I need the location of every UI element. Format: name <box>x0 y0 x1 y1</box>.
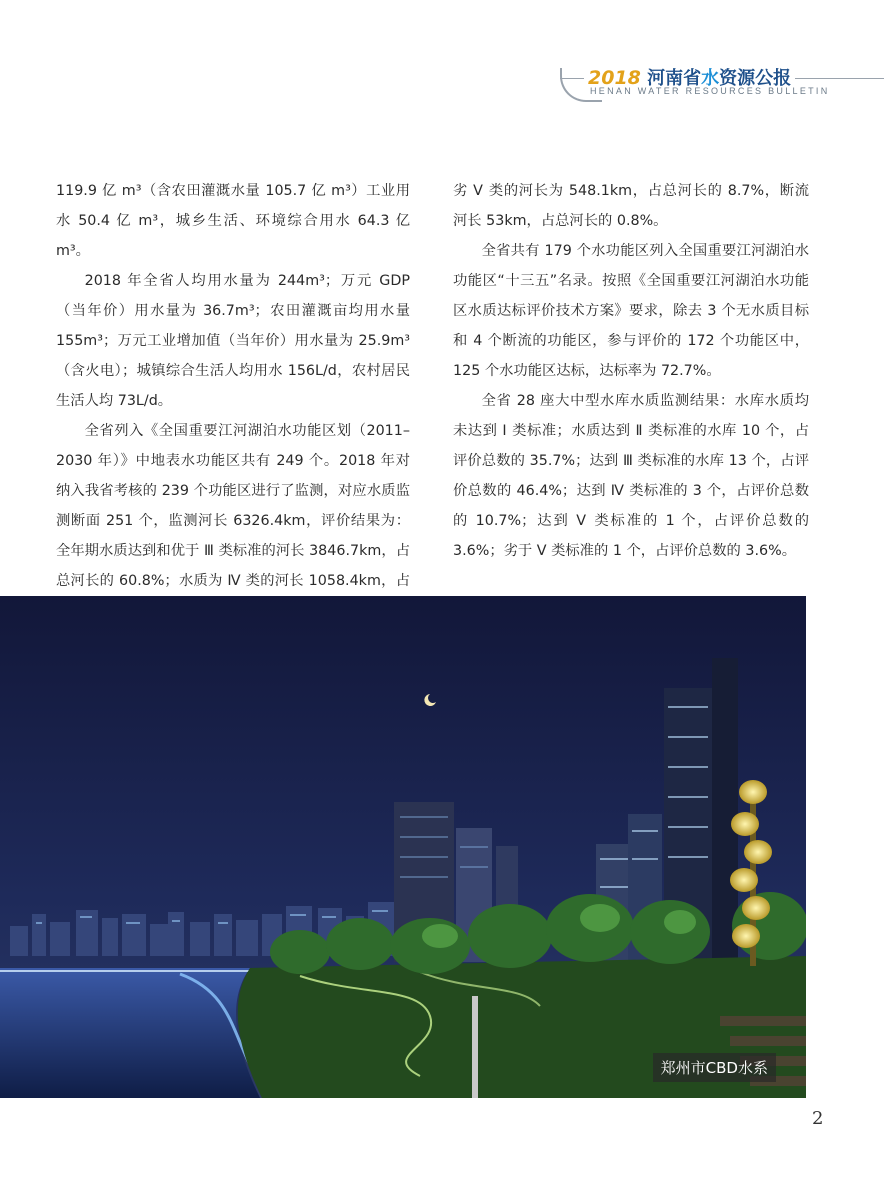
paragraph: 119.9 亿 m³（含农田灌溉水量 105.7 亿 m³）工业用水 50.4 亿 m³，城乡生活、环境综合用水 64.3 亿 m³。 <box>56 183 410 259</box>
text-column-left <box>56 176 410 656</box>
paragraph: 全省列入《全国重要江河湖泊水功能区划（2011–2030 年）》中地表水功能区共有 249 个。2018 年对纳入我省考核的 239 个功能区进行了监测，对应水质监测断面 251 个，监测河长 6326.4km，评价结果为：全年期水质达到和优于 Ⅲ 类标准的河长 3846.7km，占总河长的 60.8%；水质为 Ⅳ 类的河长 1058.4km，占 <box>56 423 410 589</box>
bulletin-subtitle: HENAN WATER RESOURCES BULLETIN <box>590 86 830 96</box>
paragraph: 劣 Ⅴ 类的河长为 548.1km，占总河长的 8.7%，断流河长 53km，占总河长的 0.8%。 <box>453 183 809 229</box>
night-skyline-illustration <box>0 596 806 1098</box>
paragraph: 2018 年全省人均用水量为 244m³；万元 GDP（当年价）用水量为 36.7m³；农田灌溉亩均用水量 155m³；万元工业增加值（当年价）用水量为 25.9m³（含火电）；城镇综合生活人均用水 156L/d，农村居民生活人均 73L/d。 <box>56 273 410 409</box>
bulletin-title-part-a: 河南省 <box>647 68 702 89</box>
bulletin-header <box>560 60 884 110</box>
paragraph: 全省共有 179 个水功能区列入全国重要江河湖泊水功能区“十三五”名录。按照《全国重要江河湖泊水功能区水质达标评价技术方案》要求，除去 3 个无水质目标和 4 个断流的功能区，参与评价的 172 个功能区中，125 个水功能区达标，达标率为 72.7%。 <box>453 243 809 379</box>
page-number: 2 <box>812 1108 824 1129</box>
bulletin-title-water: 水 <box>701 68 720 89</box>
paragraph: 全省 28 座大中型水库水质监测结果：水库水质均未达到 Ⅰ 类标准；水质达到 Ⅱ 类标准的水库 10 个，占评价总数的 35.7%；达到 Ⅲ 类标准的水库 13 个，占评价总数的 46.4%；达到 Ⅳ 类标准的 3 个，占评价总数的 10.7%；达到 Ⅴ 类标准的 1 个，占评价总数的 3.6%；劣于 Ⅴ 类标准的 1 个，占评价总数的 3.6%。 <box>453 393 809 559</box>
cbd-night-photo <box>0 596 806 1098</box>
text-column-right <box>453 176 809 566</box>
photo-caption: 郑州市CBD水系 <box>653 1053 776 1082</box>
bulletin-year: 2018 <box>588 67 641 89</box>
bulletin-title-part-b: 资源公报 <box>719 68 792 89</box>
